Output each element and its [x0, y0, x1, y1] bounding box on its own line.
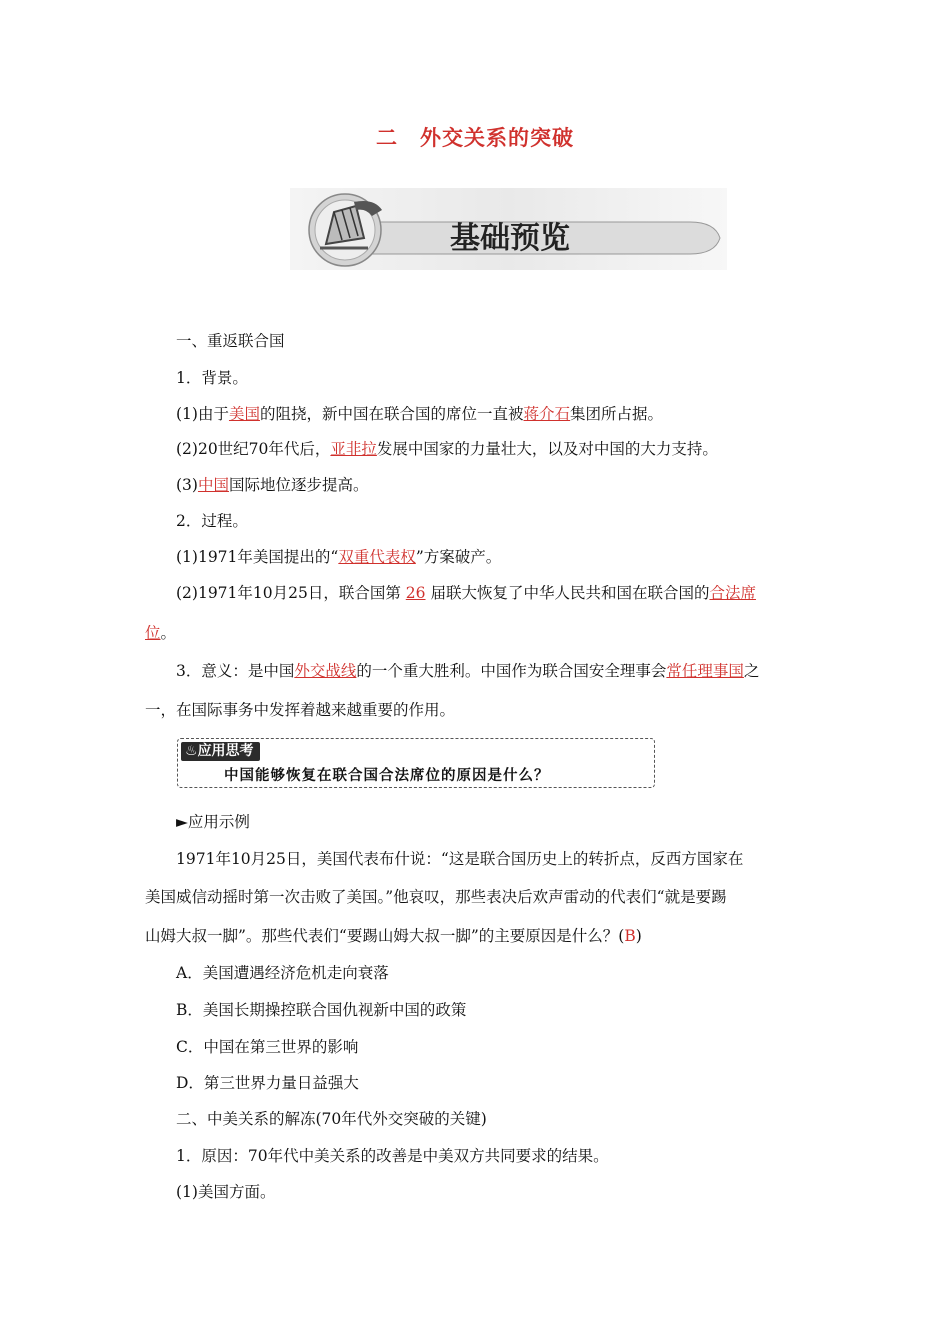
answer-blank: 蒋介石 — [523, 405, 571, 423]
background-title: 1．背景。 — [176, 369, 248, 387]
text: ”方案破产。 — [415, 548, 502, 566]
example-heading: ►应用示例 — [176, 813, 250, 831]
text: 集团所占据。 — [570, 405, 664, 423]
text: 届联大恢复了中华人民共和国在联合国的 — [425, 584, 710, 602]
section2-heading: 二、中美关系的解冻(70年代外交突破的关键) — [176, 1110, 487, 1128]
option-d: D．第三世界力量日益强大 — [176, 1074, 359, 1092]
text: 3．意义：是中国 — [176, 662, 295, 680]
option-a: A．美国遭遇经济危机走向衰落 — [176, 964, 389, 982]
text: (1)1971年美国提出的“ — [176, 548, 339, 566]
text: (2)1971年10月25日，联合国第 — [176, 584, 406, 602]
answer-blank: 双重代表权 — [338, 548, 416, 566]
answer-blank: 合法席 — [709, 584, 756, 602]
think-box — [177, 738, 655, 788]
answer-blank: 位 — [145, 624, 161, 642]
process-item-2 — [176, 582, 805, 604]
think-label — [181, 742, 260, 761]
text: ) — [635, 927, 642, 945]
answer-blank: 中国 — [197, 476, 229, 494]
answer-blank: 26 — [405, 584, 426, 602]
text: 的一个重大胜利。中国作为联合国安全理事会 — [356, 662, 667, 680]
background-item-2 — [176, 438, 805, 460]
steam-icon: ♨ — [185, 743, 198, 759]
text: (1)由于 — [176, 405, 229, 423]
page-title: 二 外交关系的突破 — [376, 125, 574, 150]
text: 发展中国家的力量壮大，以及对中国的大力支持。 — [376, 440, 718, 458]
text: 。 — [160, 624, 177, 642]
background-item-1 — [176, 403, 805, 425]
text: 之 — [743, 662, 760, 680]
process-item-1 — [176, 546, 805, 568]
answer-blank: 常任理事国 — [666, 662, 744, 680]
banner-label: 基础预览 — [450, 221, 570, 256]
text: 国际地位逐步提高。 — [228, 476, 369, 494]
answer-blank: 外交战线 — [294, 662, 357, 680]
section-banner — [290, 188, 727, 270]
example-para-3 — [145, 925, 805, 947]
text: (2)20世纪70年代后， — [176, 440, 331, 458]
process-item-2-cont — [145, 622, 805, 644]
section1-heading: 一、重返联合国 — [176, 332, 285, 350]
think-label-text: 应用思考 — [197, 743, 254, 759]
text: (3) — [176, 476, 198, 494]
answer-blank: 亚非拉 — [330, 440, 377, 458]
background-item-3 — [176, 474, 805, 496]
option-b: B．美国长期操控联合国仇视新中国的政策 — [176, 1001, 467, 1019]
answer: B — [624, 927, 636, 945]
answer-blank: 美国 — [228, 405, 260, 423]
example-para-1: 1971年10月25日，美国代表布什说：“这是联合国历史上的转折点，反西方国家在 — [176, 850, 744, 868]
section2-cause: 1．原因：70年代中美关系的改善是中美双方共同要求的结果。 — [176, 1147, 609, 1165]
section2-us: (1)美国方面。 — [176, 1183, 276, 1201]
meaning-line-2: 一，在国际事务中发挥着越来越重要的作用。 — [145, 701, 456, 719]
option-c: C．中国在第三世界的影响 — [176, 1038, 359, 1056]
think-question: 中国能够恢复在联合国合法席位的原因是什么？ — [224, 768, 550, 784]
text: 山姆大叔一脚”。那些代表们“要踢山姆大叔一脚”的主要原因是什么？( — [145, 927, 625, 945]
text: 的阻挠，新中国在联合国的席位一直被 — [259, 405, 524, 423]
process-title: 2．过程。 — [176, 512, 248, 530]
meaning-line-1 — [176, 660, 805, 682]
example-para-2: 美国威信动摇时第一次击败了美国。”他哀叹，那些表决后欢声雷动的代表们“就是要踢 — [145, 888, 727, 906]
